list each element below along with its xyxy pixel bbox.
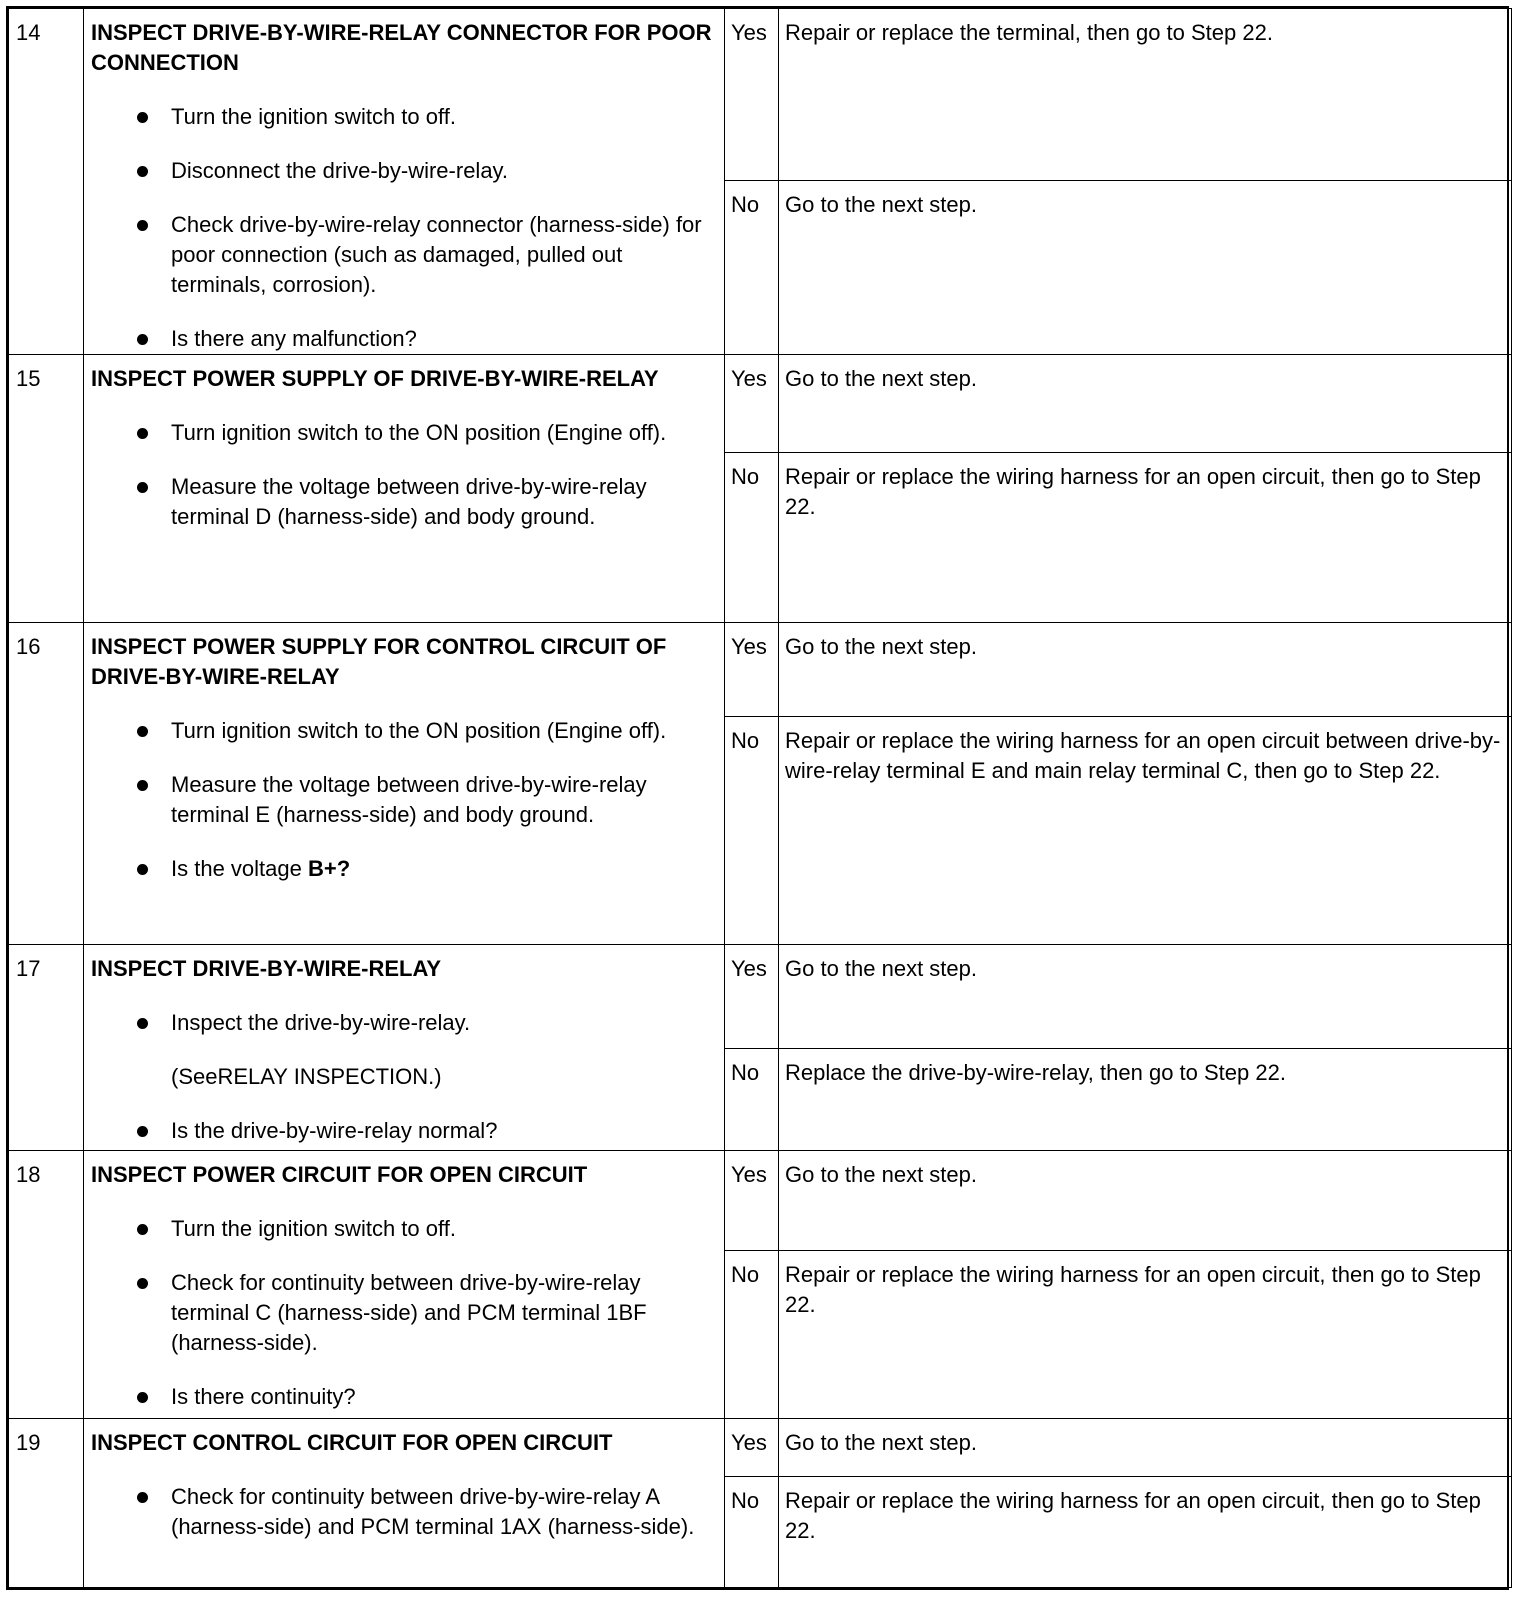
step-title: INSPECT POWER CIRCUIT FOR OPEN CIRCUIT (91, 1162, 588, 1187)
step-number: 14 (9, 9, 84, 355)
step-cell (84, 355, 725, 623)
list-item: Turn ignition switch to the ON position (Engine off). (137, 418, 716, 448)
list-item: Turn ignition switch to the ON position (Engine off). (137, 716, 716, 746)
yes-action: Go to the next step. (779, 1419, 1512, 1477)
no-action: Repair or replace the wiring harness for an open circuit between drive-by-wire-relay terminal E and main relay terminal C, then go to Step 22. (779, 717, 1512, 945)
step-instructions (91, 102, 716, 354)
list-item: Is there continuity? (137, 1382, 716, 1412)
step-number: 17 (9, 945, 84, 1151)
no-action: Repair or replace the wiring harness for an open circuit, then go to Step 22. (779, 453, 1512, 623)
step-instructions (91, 716, 716, 884)
table-row (9, 623, 1512, 717)
table-row (9, 355, 1512, 453)
yes-action: Repair or replace the terminal, then go to Step 22. (779, 9, 1512, 181)
troubleshooting-table-page (6, 6, 1509, 1590)
step-instructions (91, 1008, 716, 1146)
table-row (9, 1419, 1512, 1477)
step-title: INSPECT CONTROL CIRCUIT FOR OPEN CIRCUIT (91, 1430, 613, 1455)
step-instructions (91, 418, 716, 532)
bullet-icon (137, 864, 148, 875)
bullet-icon (137, 112, 148, 123)
no-action: Replace the drive-by-wire-relay, then go to Step 22. (779, 1049, 1512, 1151)
no-label: No (725, 181, 779, 355)
bullet-icon (137, 726, 148, 737)
step-cell (84, 1419, 725, 1588)
list-item: Is the voltage B+? (137, 854, 716, 884)
step-title: INSPECT DRIVE-BY-WIRE-RELAY (91, 956, 442, 981)
bullet-icon (137, 166, 148, 177)
bullet-icon (137, 220, 148, 231)
table-row (9, 1151, 1512, 1251)
no-label: No (725, 1251, 779, 1419)
bullet-icon (137, 780, 148, 791)
step-number: 18 (9, 1151, 84, 1419)
yes-action: Go to the next step. (779, 355, 1512, 453)
list-item: Is the drive-by-wire-relay normal? (137, 1116, 716, 1146)
bullet-icon (137, 1224, 148, 1235)
yes-action: Go to the next step. (779, 945, 1512, 1049)
step-cell (84, 9, 725, 355)
no-action: Repair or replace the wiring harness for an open circuit, then go to Step 22. (779, 1251, 1512, 1419)
yes-label: Yes (725, 623, 779, 717)
note-text: (SeeRELAY INSPECTION.) (171, 1064, 442, 1089)
yes-label: Yes (725, 945, 779, 1049)
list-item: Check for continuity between drive-by-wire-relay A (harness-side) and PCM terminal 1AX (harness-side). (137, 1482, 716, 1542)
no-label: No (725, 453, 779, 623)
bullet-icon (137, 1018, 148, 1029)
no-action: Go to the next step. (779, 181, 1512, 355)
bullet-icon (137, 1278, 148, 1289)
step-title: INSPECT POWER SUPPLY OF DRIVE-BY-WIRE-RELAY (91, 366, 659, 391)
bullet-icon (137, 428, 148, 439)
step-title: INSPECT DRIVE-BY-WIRE-RELAY CONNECTOR FOR POOR CONNECTION (91, 20, 712, 75)
step-number: 19 (9, 1419, 84, 1588)
no-action: Repair or replace the wiring harness for an open circuit, then go to Step 22. (779, 1477, 1512, 1588)
no-label: No (725, 1477, 779, 1588)
list-item: Measure the voltage between drive-by-wire-relay terminal D (harness-side) and body ground. (137, 472, 716, 532)
step-cell (84, 1151, 725, 1419)
step-instructions (91, 1482, 716, 1542)
bullet-icon (137, 482, 148, 493)
step-cell (84, 623, 725, 945)
table-row (9, 945, 1512, 1049)
list-item: Disconnect the drive-by-wire-relay. (137, 156, 716, 186)
list-item: Inspect the drive-by-wire-relay. (137, 1008, 716, 1038)
step-number: 16 (9, 623, 84, 945)
yes-action: Go to the next step. (779, 623, 1512, 717)
table-row (9, 9, 1512, 181)
bullet-icon (137, 1126, 148, 1137)
bullet-icon (137, 1492, 148, 1503)
list-item: Is there any malfunction? (137, 324, 716, 354)
step-cell (84, 945, 725, 1151)
list-item: Check drive-by-wire-relay connector (harness-side) for poor connection (such as damaged, pulled out terminals, corrosion). (137, 210, 716, 300)
bullet-icon (137, 334, 148, 345)
list-item: Turn the ignition switch to off. (137, 102, 716, 132)
yes-label: Yes (725, 355, 779, 453)
no-label: No (725, 717, 779, 945)
bullet-icon (137, 1392, 148, 1403)
step-number: 15 (9, 355, 84, 623)
step-instructions (91, 1214, 716, 1412)
list-item: Measure the voltage between drive-by-wire-relay terminal E (harness-side) and body ground. (137, 770, 716, 830)
yes-action: Go to the next step. (779, 1151, 1512, 1251)
no-label: No (725, 1049, 779, 1151)
troubleshooting-table (8, 8, 1512, 1588)
list-item: Check for continuity between drive-by-wire-relay terminal C (harness-side) and PCM terminal 1BF (harness-side). (137, 1268, 716, 1358)
yes-label: Yes (725, 1151, 779, 1251)
yes-label: Yes (725, 1419, 779, 1477)
yes-label: Yes (725, 9, 779, 181)
step-title: INSPECT POWER SUPPLY FOR CONTROL CIRCUIT OF DRIVE-BY-WIRE-RELAY (91, 634, 667, 689)
list-item: Turn the ignition switch to off. (137, 1214, 716, 1244)
